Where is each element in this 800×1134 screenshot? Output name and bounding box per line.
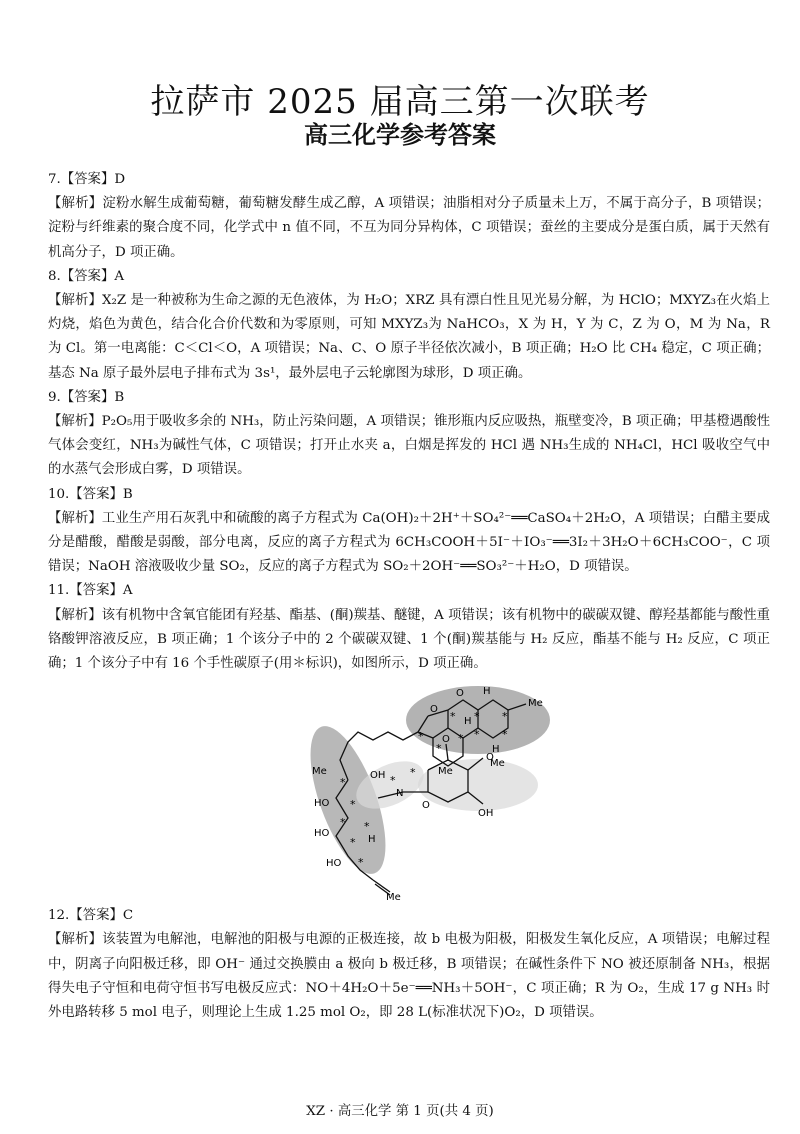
answer-body (48, 168, 770, 1025)
star: * (340, 776, 346, 790)
label-oh-ring: OH (478, 808, 494, 820)
star: * (458, 732, 464, 746)
label-me-bottom-ring: Me (490, 758, 505, 770)
label-o-ketone: O (486, 752, 494, 764)
star: * (358, 856, 364, 870)
star: * (502, 728, 508, 742)
q12-answer: 12.【答案】C (48, 908, 134, 924)
label-me-bottom: Me (386, 892, 401, 903)
star: * (474, 710, 480, 724)
label-oh-chain-3: HO (314, 828, 330, 840)
label-h-bottom-ring: H (492, 744, 500, 756)
label-o-top: O (456, 688, 464, 700)
label-h-top: H (483, 686, 491, 698)
q10-answer: 10.【答案】B (48, 486, 133, 502)
shade-bottom-ring (418, 759, 538, 811)
label-h-chain: H (368, 834, 376, 846)
star: * (390, 774, 396, 788)
page-subtitle: 高三化学参考答案 (304, 121, 496, 149)
molecule-structure (278, 680, 558, 902)
star: * (436, 742, 442, 756)
q12-analysis: 【解析】该装置为电解池，电解池的阳极与电源的正极连接，故 b 电极为阳极，阳极发生氧化反应，A 项错误；电解过程中，阴离子向阳极迁移，即 OH⁻ 通过交换膜由 a 极向 b 极迁移，B 项错误；在碱性条件下 NO 被还原制备 NH₃，根据得失电子守恒和电荷守恒书写电极反应式：NO＋4H₂O＋5e⁻══NH₃＋5OH⁻，C 项正确；R 为 O₂，生成 17 g NH₃ 时外电路转移 5 mol 电子，则理论上生成 1.25 mol O₂，即 28 L(标准状况下)O₂，D 项错误。 (48, 932, 770, 1021)
page-title: 拉萨市 2025 届高三第一次联考 (150, 82, 650, 122)
q7-answer: 7.【答案】D (48, 172, 126, 187)
star: * (350, 836, 356, 850)
q9-analysis: 【解析】P₂O₅用于吸收多余的 NH₃，防止污染问题，A 项错误；锥形瓶内反应吸热，瓶壁变冷，B 项正确；甲基橙遇酸性气体会变红，NH₃为碱性气体，C 项错误；打开止水夹 a，白烟是挥发的 HCl 遇 NH₃生成的 NH₄Cl，HCl 吸收空气中的水蒸气会形成白雾，D 项错误。 (48, 414, 770, 478)
q11-answer: 11.【答案】A (48, 583, 133, 599)
molecule-figure (48, 680, 770, 902)
q7-analysis: 【解析】淀粉水解生成葡萄糖，葡萄糖发酵生成乙醇，A 项错误；油脂相对分子质量未上万，不属于高分子，B 项错误；淀粉与纤维素的聚合度不同，化学式中 n 值不同，不互为同分异构体，C 项错误；蚕丝的主要成分是蛋白质，属于天然有机高分子，D 项正确。 (48, 196, 770, 260)
label-o-ester: O (442, 734, 450, 746)
label-me-chain: Me (312, 766, 327, 778)
label-oh-chain-2: HO (314, 798, 330, 810)
q11-analysis: 【解析】该有机物中含氧官能团有羟基、酯基、(酮)羰基、醚键，A 项错误；该有机物中的碳碳双键、醇羟基都能与酸性重铬酸钾溶液反应，B 项正确；1 个该分子中的 2 个碳碳双键、1 个(酮)羰基能与 H₂ 反应，酯基不能与 H₂ 反应，C 项正确；1 个该分子中有 16 个手性碳原子(用＊标识)，如图所示，D 项正确。 (48, 607, 770, 672)
star: * (340, 816, 346, 830)
label-o-left: O (430, 704, 438, 716)
q8-analysis: 【解析】X₂Z 是一种被称为生命之源的无色液体，为 H₂O；XRZ 具有漂白性且见光易分解，为 HClO；MXYZ₃在火焰上灼烧，焰色为黄色，结合化合价代数和为零原则，可知 MXYZ₃为 NaHCO₃，X 为 H，Y 为 C，Z 为 O，M 为 Na，R 为 Cl。第一电离能：C＜Cl＜O，A 项错误；Na、C、O 原子半径依次减小，B 项正确；H₂O 比 CH₄ 稳定，C 项正确；基态 Na 原子最外层电子排布式为 3s¹，最外层电子云轮廓图为球形，D 项正确。 (48, 293, 770, 381)
star: * (364, 820, 370, 834)
label-me-right: Me (528, 698, 543, 710)
page-footer: XZ · 高三化学 第 1 页(共 4 页) (306, 1104, 494, 1119)
label-o-ring: O (422, 800, 430, 812)
label-me-left-top: Me (438, 766, 453, 778)
label-oh-chain-4: HO (326, 858, 342, 870)
star: * (502, 710, 508, 724)
star: * (474, 728, 480, 742)
star: * (418, 730, 424, 744)
q10-analysis: 【解析】工业生产用石灰乳中和硫酸的离子方程式为 Ca(OH)₂＋2H⁺＋SO₄²⁻══CaSO₄＋2H₂O，A 项错误；白醋主要成分是醋酸，醋酸是弱酸，部分电离，反应的离子方程式为 6CH₃COOH＋5I⁻＋IO₃⁻══3I₂＋3H₂O＋6CH₃COO⁻，C 项错误；NaOH 溶液吸收少量 SO₂，反应的离子方程式为 SO₂＋2OH⁻══SO₃²⁻＋H₂O，D 项错误。 (48, 510, 770, 575)
q9-answer: 9.【答案】B (48, 389, 125, 405)
star: * (350, 798, 356, 812)
star: * (410, 766, 416, 780)
label-h-mid: H (464, 716, 472, 728)
star: * (450, 710, 456, 724)
label-oh-chain-1: OH (370, 770, 386, 782)
label-n-ring: N (396, 788, 404, 800)
q8-answer: 8.【答案】A (48, 268, 125, 284)
